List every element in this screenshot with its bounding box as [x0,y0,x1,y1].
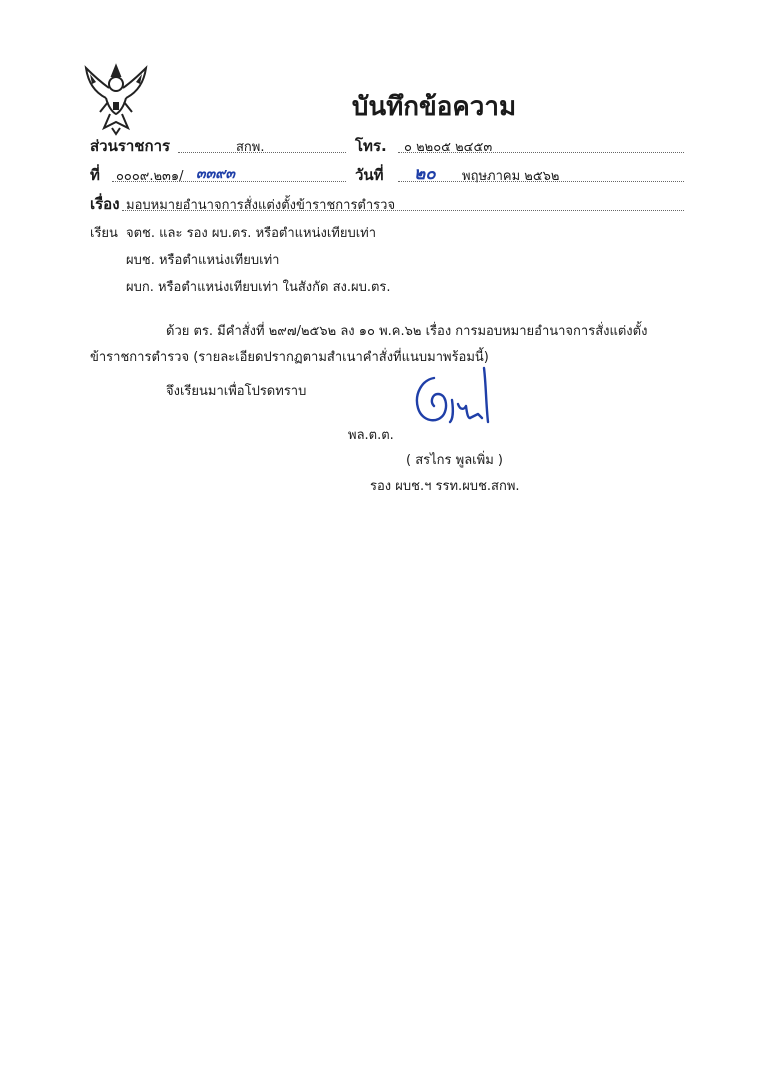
signer-name: ( สรไกร พูลเพิ่ม ) [406,453,503,468]
memo-title: บันทึกข้อความ [351,92,517,122]
ref-handwritten-number: ๓๓๙๓ [196,166,235,182]
signer-title: รอง ผบช.ฯ รรท.ผบช.สกพ. [370,479,520,494]
agency-value: สกพ. [236,140,265,155]
ref-label: ที่ [90,166,100,184]
subject-label: เรื่อง [90,195,120,213]
date-month-year: พฤษภาคม ๒๕๖๒ [462,169,560,184]
to-line-1: จตช. และ รอง ผบ.ตร. หรือตำแหน่งเทียบเท่า [126,226,377,241]
to-line-3: ผบก. หรือตำแหน่งเทียบเท่า ในสังกัด สง.ผบ.ตร. [126,280,391,295]
agency-label: ส่วนราชการ [90,137,171,155]
to-label: เรียน [90,226,118,241]
closing-text: จึงเรียนมาเพื่อโปรดทราบ [166,384,307,399]
to-line-2: ผบช. หรือตำแหน่งเทียบเท่า [126,253,280,268]
date-label: วันที่ [355,166,384,184]
phone-label: โทร. [355,137,387,155]
ref-number: ๐๐๐๙.๒๓๑/ [116,169,184,184]
body-line-1: ด้วย ตร. มีคำสั่งที่ ๒๙๗/๒๕๖๒ ลง ๑๐ พ.ค.๖๒ เรื่อง การมอบหมายอำนาจการสั่งแต่งตั้ง [166,324,648,339]
signer-rank: พล.ต.ต. [348,428,394,443]
phone-value: ๐ ๒๒๐๕ ๒๔๕๓ [404,140,493,155]
date-day-handwritten: ๒๐ [414,164,436,184]
handwritten-signature [404,364,500,430]
body-line-2: ข้าราชการตำรวจ (รายละเอียดปรากฏตามสำเนาคำสั่งที่แนบมาพร้อมนี้) [90,350,489,365]
subject-value: มอบหมายอำนาจการสั่งแต่งตั้งข้าราชการตำรวจ [126,198,396,213]
